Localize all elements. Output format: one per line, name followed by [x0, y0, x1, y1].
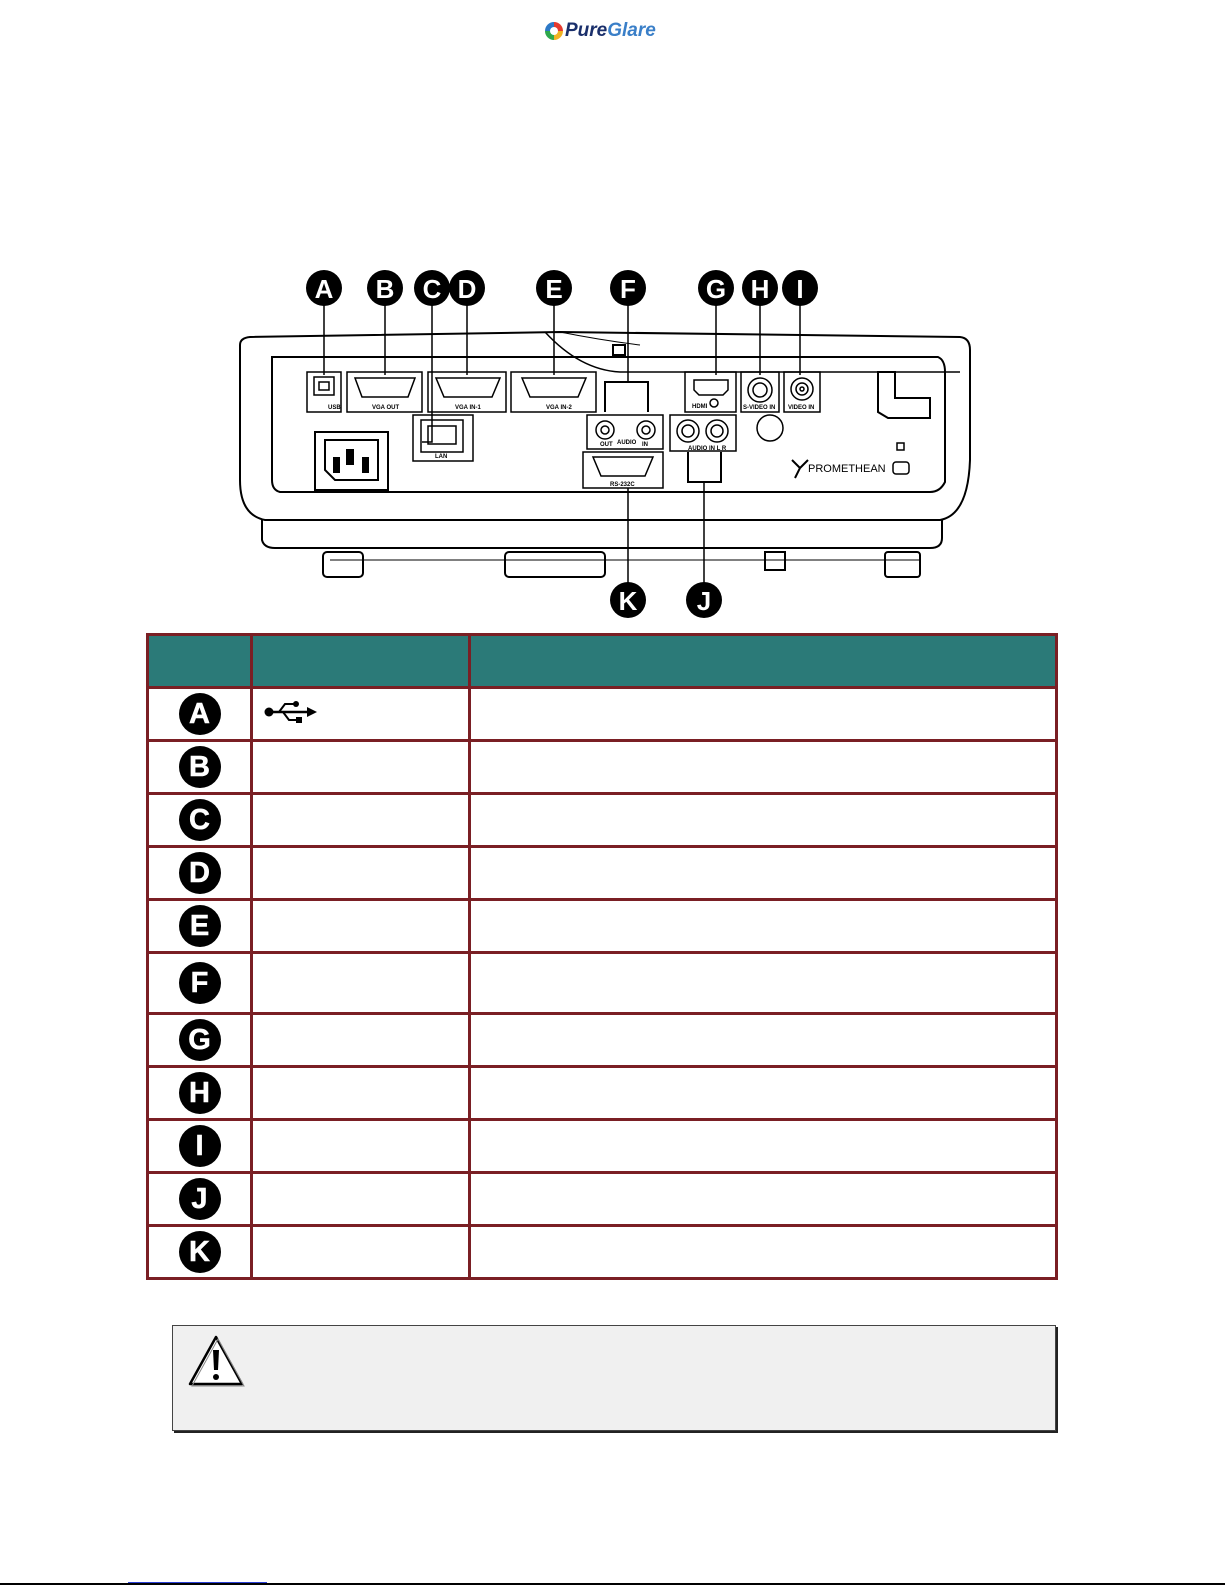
svg-text:F: F [620, 274, 636, 304]
row-letter-badge: K [179, 1231, 221, 1273]
vga-in-1-label: VGA IN-1 [455, 405, 481, 411]
svg-text:G: G [705, 274, 727, 304]
lan-label: LAN [435, 454, 448, 460]
callout-b [367, 270, 403, 306]
callout-i [782, 270, 818, 306]
svg-text:D: D [457, 274, 477, 304]
svg-text:I: I [796, 274, 804, 304]
callout-badges [306, 270, 818, 618]
hdmi-port [685, 372, 736, 412]
row-letter-badge: J [179, 1178, 221, 1220]
callout-e [536, 270, 572, 306]
warning-icon [185, 1332, 247, 1392]
table-header-cell [252, 635, 470, 688]
callout-f [610, 270, 646, 306]
callout-a [306, 270, 342, 306]
svg-text:H: H [750, 274, 770, 304]
table-row [148, 1173, 1057, 1226]
row-letter-badge: F [179, 962, 221, 1004]
vga-in-2-port [511, 372, 596, 412]
callout-j [686, 582, 722, 618]
misc-panel-features [757, 372, 930, 478]
table-row [148, 1067, 1057, 1120]
table-row [148, 847, 1057, 900]
usb-icon [263, 700, 319, 724]
vga-out-label: VGA OUT [372, 405, 400, 411]
promethean-brand: PROMETHEAN [808, 463, 886, 475]
table-header-row [148, 635, 1057, 688]
hdmi-label: HDMI [692, 404, 708, 410]
power-inlet [315, 432, 388, 490]
row-letter-badge: I [179, 1125, 221, 1167]
callout-h [742, 270, 778, 306]
vga-in-1-port [428, 372, 506, 412]
logo-text-pure: Pure [565, 20, 608, 41]
svg-text:E: E [545, 274, 563, 304]
table-row [148, 1014, 1057, 1067]
table-row [148, 1120, 1057, 1173]
row-letter-badge: E [179, 905, 221, 947]
audio-in-lr-ports [670, 415, 736, 482]
row-letter-badge: G [179, 1019, 221, 1061]
table-row [148, 794, 1057, 847]
usb-label: USB [328, 405, 341, 411]
callout-leader-lines [324, 305, 800, 585]
table-row [148, 741, 1057, 794]
lan-port [413, 415, 473, 461]
row-letter-badge: C [179, 799, 221, 841]
audio-label: AUDIO [617, 440, 637, 446]
svideo-port [741, 372, 779, 412]
row-letter-badge: A [179, 693, 221, 735]
row-letter-badge: H [179, 1072, 221, 1114]
row-letter-badge: D [179, 852, 221, 894]
svg-text:C: C [422, 274, 442, 304]
vga-out-port [347, 372, 422, 412]
svg-text:K: K [618, 586, 638, 616]
table-header-cell [470, 635, 1057, 688]
video-in-port [784, 372, 820, 412]
audio-out-label: OUT [600, 442, 613, 448]
callout-k [610, 582, 646, 618]
table-row [148, 1226, 1057, 1279]
table-row [148, 900, 1057, 953]
table-row [148, 953, 1057, 1014]
logo-text-glare: Glare [607, 20, 656, 41]
svg-text:B: B [375, 274, 395, 304]
usb-port [307, 372, 341, 412]
audio-in-label: IN [642, 442, 648, 448]
projector-rear-panel-diagram [0, 0, 1225, 640]
connector-table [146, 633, 1058, 1280]
callout-g [698, 270, 734, 306]
svideo-label: S-VIDEO IN [743, 405, 776, 411]
row-letter-badge: B [179, 746, 221, 788]
rs232-port [583, 452, 663, 488]
audio-ports [587, 382, 663, 449]
video-in-label: VIDEO IN [788, 405, 815, 411]
audio-in-lr-label: AUDIO IN L R [688, 446, 727, 452]
callout-c [414, 270, 450, 306]
table-row [148, 688, 1057, 741]
svg-text:A: A [314, 274, 334, 304]
warning-note-box [172, 1325, 1056, 1431]
rs232-label: RS-232C [610, 482, 635, 488]
vga-in-2-label: VGA IN-2 [546, 405, 572, 411]
svg-text:J: J [696, 586, 712, 616]
callout-d [449, 270, 485, 306]
table-header-cell [148, 635, 252, 688]
